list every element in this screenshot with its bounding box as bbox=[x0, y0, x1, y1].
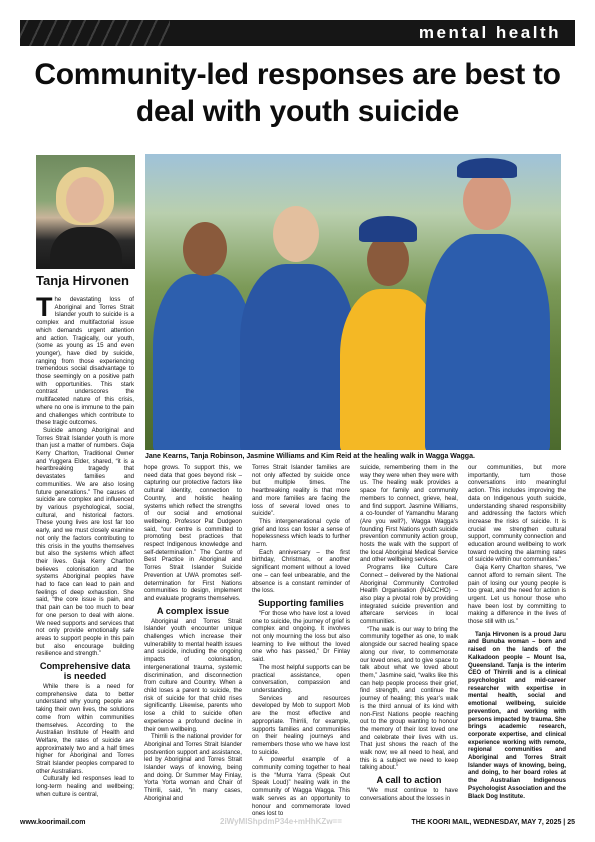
website-link[interactable]: www.koorimail.com bbox=[20, 819, 86, 826]
person-1 bbox=[153, 274, 253, 450]
subheading: Comprehensive data is needed bbox=[39, 661, 131, 682]
paragraph: Aboriginal and Torres Strait Islander youth encounter unique challenges which increase their vulnerability to mental health issues and suicide, including the ongoing impacts of colonisation, intergenerational trauma, systemic discrimination, and disconnection from culture and Country. When a child loses a parent to suicide, the risk of suicide for that child rises significantly. Likewise, parents who lose a child to suicide often experience a profound decline in their own wellbeing. bbox=[144, 617, 242, 733]
paragraph: “We must continue to have conversations about the losses in bbox=[360, 787, 458, 802]
issue-info: THE KOORI MAIL, WEDNESDAY, MAY 7, 2025 | 25 bbox=[411, 819, 575, 826]
photo-caption: Jane Kearns, Tanja Robinson, Jasmine Williams and Kim Reid at the healing walk in Wagga Wagga. bbox=[145, 453, 475, 460]
author-name: Tanja Hirvonen bbox=[36, 273, 129, 288]
paragraph: This intergenerational cycle of grief and loss can foster a sense of hopelessness which leads to further harm. bbox=[252, 517, 350, 549]
header-pattern bbox=[20, 20, 170, 46]
paragraph: A powerful example of a community coming together to heal is the “Murra Yarra (Speak Out Speak Loud)” healing walk in the community of Wagga Wagga. This walk serves as an opportunity to honour and commemorate loved ones lost to bbox=[252, 756, 350, 818]
paragraph: Services and resources developed by Mob to support Mob are the most effective and appropriate. Thirrili, for example, supports families and communities on their healing journeys and remembers those who we have lost to suicide. bbox=[252, 694, 350, 756]
article-column-3 bbox=[252, 464, 350, 818]
article-column-1 bbox=[36, 292, 134, 799]
article-column-4 bbox=[360, 464, 458, 803]
paragraph: Torres Strait Islander families are not only affected by suicide once but multiple times. The heartbreaking reality is that more and more families are facing the loss of several loved ones to suicide”. bbox=[252, 464, 350, 518]
paragraph: our communities, but more importantly, turn those conversations into meaningful action. This includes improving the data on Indigenous youth suicide, understanding shared responsibility and addressing the factors which increase the risks of suicide. It is crucial we strengthen cultural support, community connection and education around wellbeing to work toward reducing the alarming rates of suicide within our communities.” bbox=[468, 464, 566, 564]
paragraph: Each anniversary – the first birthday, Christmas, or another significant moment without a loved one – can feel unbearable, and the absence is a constant reminder of the loss. bbox=[252, 548, 350, 595]
section-header bbox=[20, 20, 575, 46]
paragraph: Programs like Culture Care Connect – delivered by the National Aboriginal Community Controlled Health Organisation (NACCHO) – also play a pivotal role by providing integrated suicide prevention and aftercare services in local communities. bbox=[360, 564, 458, 626]
main-photo bbox=[145, 154, 561, 450]
paragraph: Suicide among Aboriginal and Torres Strait Islander youth is more than just a matter of numbers. Gaja Kerry Charlton, Traditional Owner and Yuggera Elder, shared, “it is a heartbreaking tragedy that devastates families and communities. We are also losing future generations.” The causes of suicide are complex and influenced by various psychological, social, cultural, and historical factors. These young lives are lost far too early, and we must closely examine not only the factors contributing to this crisis in the youths themselves but also the systems which affect their lives. Gaja Kerry Charlton believes colonisation and the systems Aboriginal peoples have had to face can lead to pain and feelings of deep exhaustion. She said, “the core issue is pain, and that pain can be too much to bear for one person to deal with alone. We need supports and services that not only provide emotionally safe areas to support people in this pain but also encourage building resilience and strength.” bbox=[36, 426, 134, 658]
article-column-2 bbox=[144, 464, 242, 803]
paragraph: suicide, remembering them in the way they were when they were with us. The healing walk provides a space for family and community members to connect, grieve, heal, and find support. Jasmine Williams, a co-founder of Yamandhu Marang (Are you well?), Wagga Wagga’s founding First Nations youth suicide prevention community action group, hosts the walk with the support of the local Aboriginal Medical Service and other wellbeing services. bbox=[360, 464, 458, 564]
author-bio: Tanja Hirvonen is a proud Jaru and Bunuba woman – born and raised on the lands of the Kalkadoon people – Mount Isa, Queensland. Tanja is the interim CEO of Thirrili and is a clinical psychologist and mid-career researcher with expertise in mental health, social and emotional wellbeing, suicide prevention, and working with persons impacted by trauma. She brings academic research, corporate expertise, and clinical experience working with remote, regional communities and Aboriginal and Torres Strait Islander ways of knowing, being, and doing, to her board roles at the Australian Indigenous Psychologist Association and the Black Dog Institute. bbox=[468, 630, 566, 800]
hat bbox=[359, 216, 417, 242]
paragraph: “The walk is our way to bring the community together as one, to walk alongside our sacred healing space along our river, to commemorate our loved ones, and to give space to talk about what we loved about them,” Jasmine said, “walks like this can help people process their grief, find strength, and continue the journey of healing; this year’s walk is the third annual of its kind with non-First Nations people reaching out to the group wanting to honour the memory of their lost loved one and celebrate their lives with us. That just shows the reach of the walk now; we all need to heal, and this is a subject we need to keep talking about.” bbox=[360, 625, 458, 772]
person-2 bbox=[240, 264, 355, 450]
watermark: 2iWyMlShpdmP34e+mHhKZw== bbox=[220, 817, 342, 826]
paragraph: While there is a need for comprehensive data to better understand why young people are taking their own lives, the solutions come from within communities themselves. According to the Australian Institute of Health and Welfare, the rates of suicide are approximately two and a half times higher for Aboriginal and Torres Strait Islander peoples compared to other Australians. bbox=[36, 683, 134, 775]
paragraph: hope grows. To support this, we need data that goes beyond risk – capturing our protective factors like cultural identity, connection to Country, and holistic healing systems which reflect the strengths of our social and emotional wellbeing. Professor Pat Dudgeon said, “our centre is committed to promoting best practices that respect Indigenous knowledge and self-determination.” The Centre of Best Practice in Aboriginal and Torres Strait Islander Suicide Prevention at UWA promotes self-determination for First Nations communities to design, implement and evaluate programs themselves. bbox=[144, 464, 242, 602]
drop-cap: T bbox=[36, 292, 53, 322]
subheading: A call to action bbox=[376, 775, 442, 786]
author-photo bbox=[36, 155, 135, 269]
lead-paragraph: The devastating loss of Aboriginal and Torres Strait Islander youth to suicide is a complex and multifactorial issue which demands urgent attention and action. Tragically, our youth, (some as young as 15 and even younger), have died by suicide, ranging from those experiencing tremendous social disadvantage to those seemingly on a positive path with opportunities. This stark contrast underscores the multifaceted nature of this crisis, where no one is immune to the pain and challenges which contribute to these tragic outcomes. bbox=[36, 292, 134, 427]
section-title: mental health bbox=[418, 23, 561, 42]
paragraph: Culturally led responses lead to long-term healing and wellbeing; when culture is central, bbox=[36, 775, 134, 798]
headline: Community-led responses are best to deal with youth suicide bbox=[34, 58, 561, 128]
paragraph: The most helpful supports can be practical assistance, open conversation, compassion and understanding. bbox=[252, 663, 350, 694]
cap bbox=[457, 158, 517, 178]
person-4 bbox=[425, 234, 550, 450]
paragraph: Thirrili is the national provider for Aboriginal and Torres Strait Islander postvention support and assistance, led by Aboriginal and Torres Strait Islander ways of knowing, being and doing. Dr Summer May Finlay, Yorta Yorta woman and Chair of Thirrili, said, “in many cases, Aboriginal and bbox=[144, 733, 242, 802]
paragraph: Gaja Kerry Charlton shares, “we cannot afford to remain silent. The pain of losing our young people is too great, and the need for action is urgent. Let us honour those who have been lost by committing to making a difference in the lives of those still with us.” bbox=[468, 564, 566, 626]
subheading: A complex issue bbox=[156, 605, 230, 616]
article-column-5 bbox=[468, 464, 566, 800]
paragraph: “For those who have lost a loved one to suicide, the journey of grief is complex and ongoing. It involves not only mourning the loss but also learning to live without the loved one who has passed,” Dr Finlay said. bbox=[252, 609, 350, 664]
subheading: Supporting families bbox=[258, 597, 344, 608]
